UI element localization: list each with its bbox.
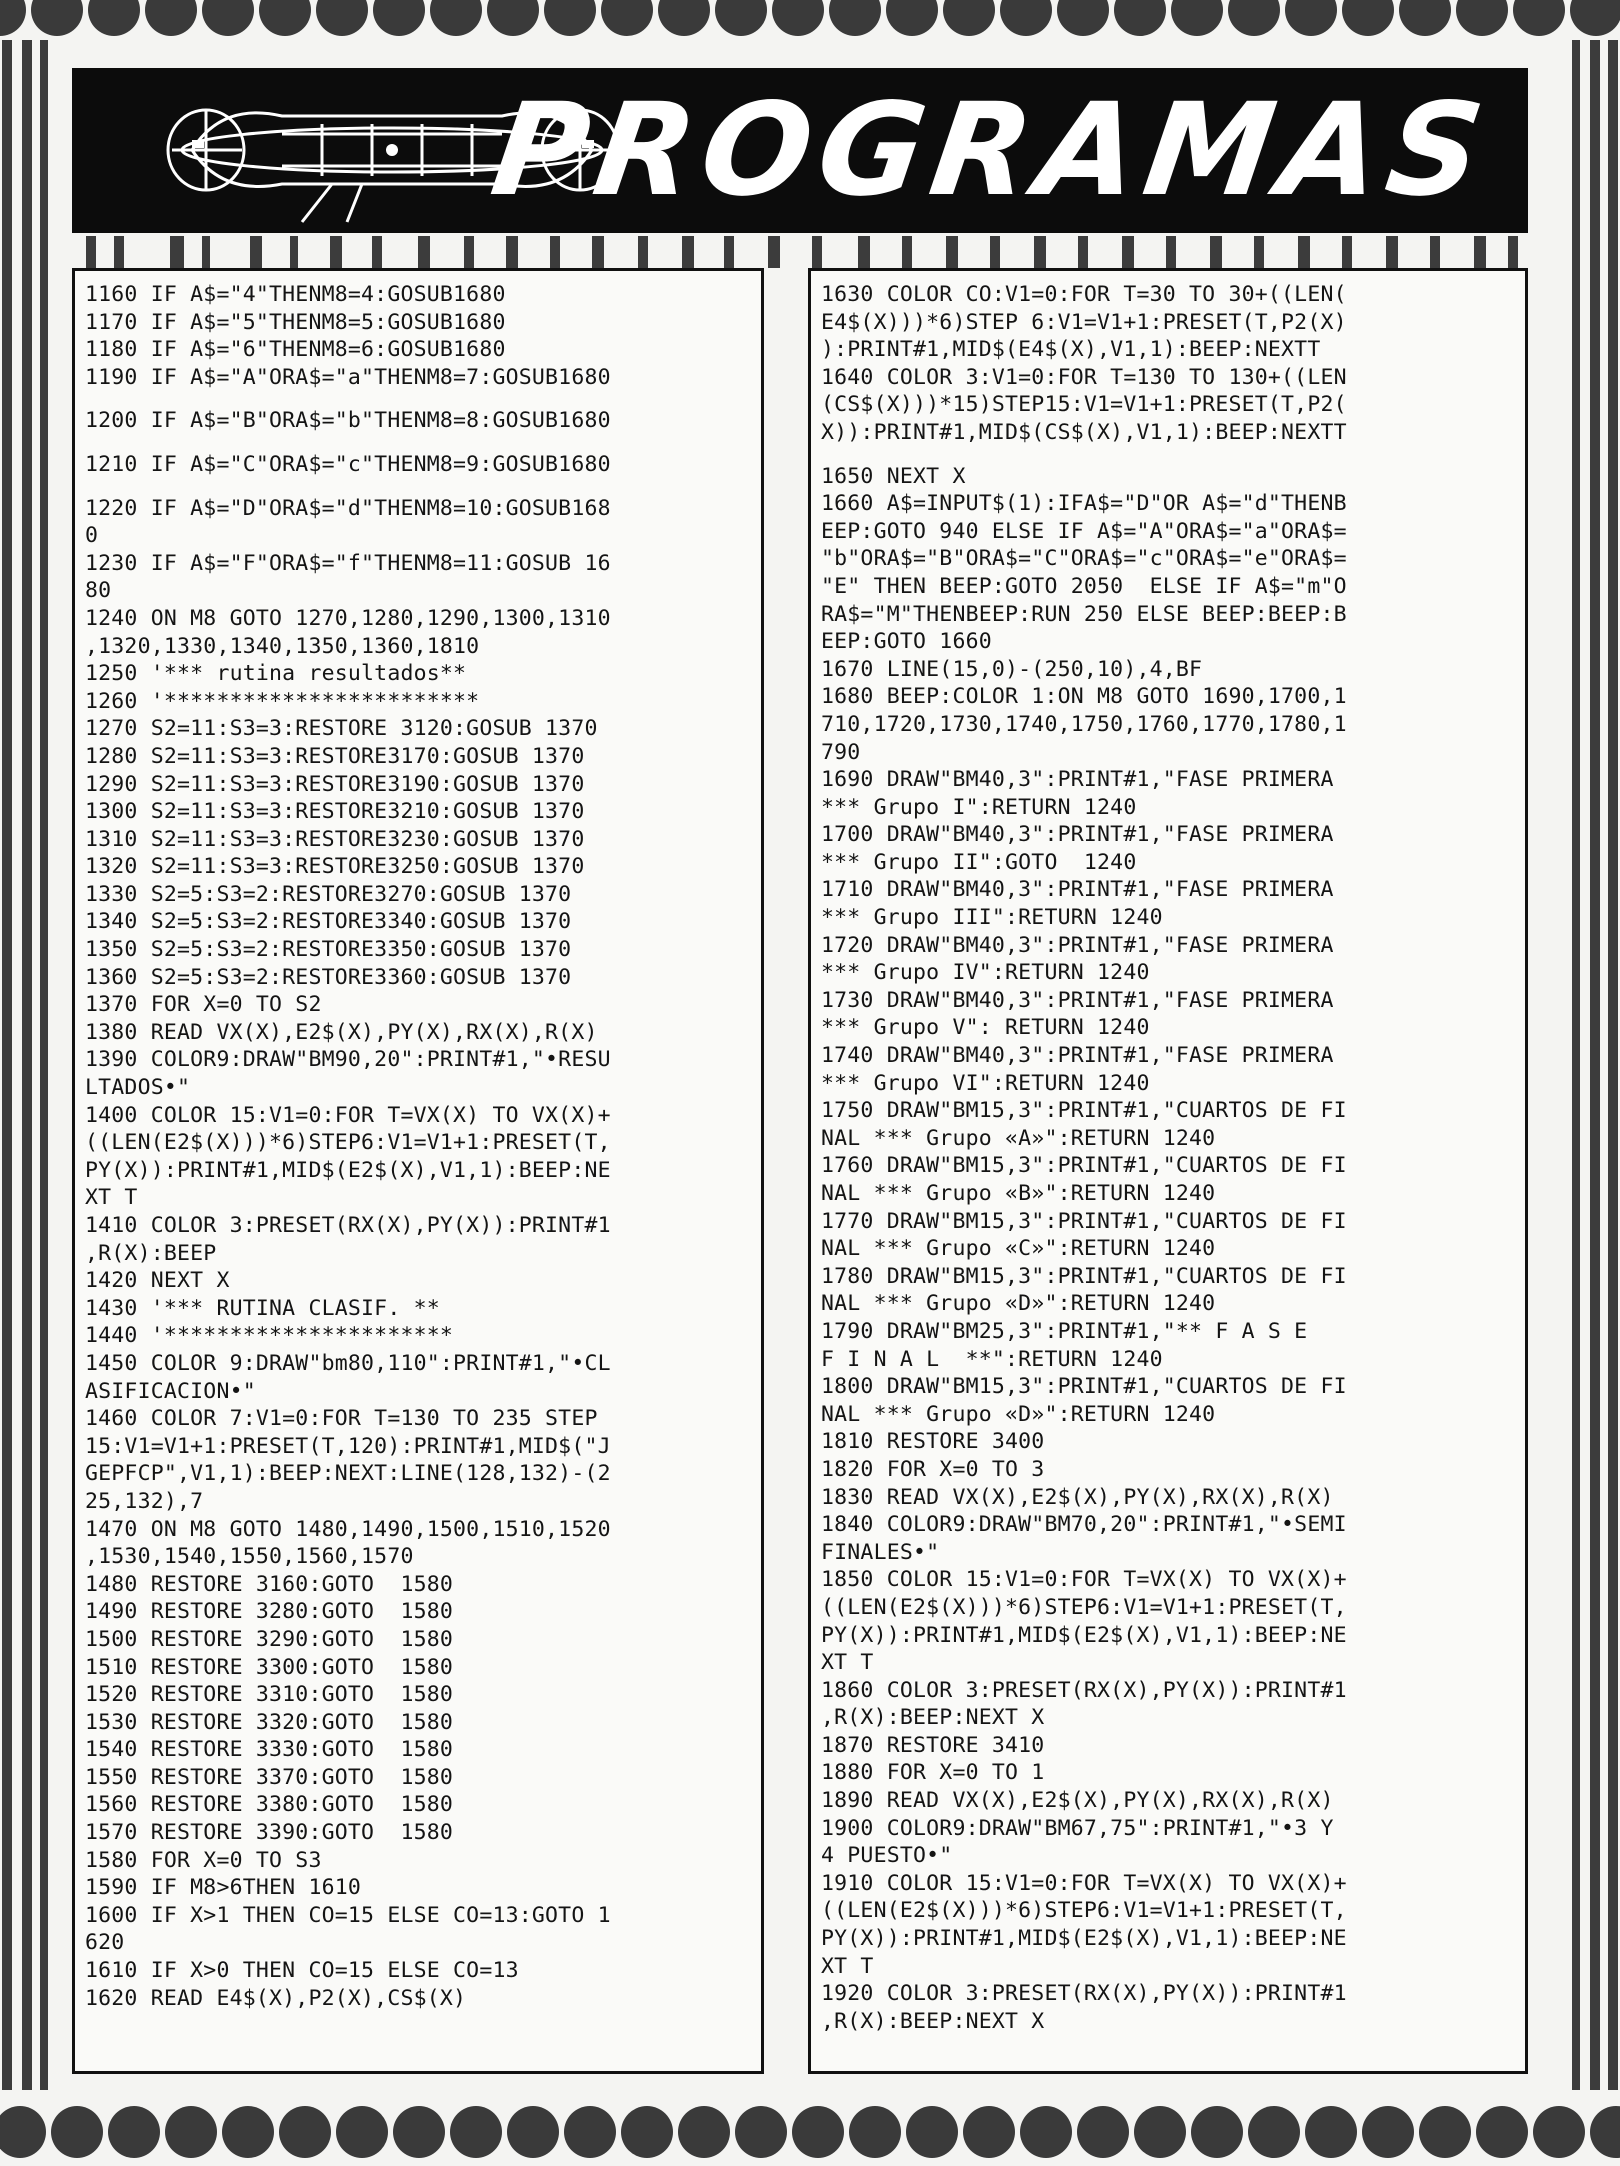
code-line: X)):PRINT#1,MID$(CS$(X),V1,1):BEEP:NEXTT	[821, 419, 1347, 445]
code-line: 1850 COLOR 15:V1=0:FOR T=VX(X) TO VX(X)+	[821, 1567, 1347, 1593]
code-line: ,1530,1540,1550,1560,1570	[85, 1544, 414, 1570]
code-line: 1200 IF A$="B"ORA$="b"THENM8=8:GOSUB1680	[85, 408, 611, 434]
code-line: 1290 S2=11:S3=3:RESTORE3190:GOSUB 1370	[85, 771, 585, 797]
code-line: 1250 '*** rutina resultados**	[85, 661, 467, 687]
code-line: 1520 RESTORE 3310:GOTO 1580	[85, 1682, 454, 1708]
code-line: 1540 RESTORE 3330:GOTO 1580	[85, 1737, 454, 1763]
code-line: 1570 RESTORE 3390:GOTO 1580	[85, 1820, 454, 1846]
code-line: 1710 DRAW"BM40,3":PRINT#1,"FASE PRIMERA	[821, 877, 1334, 903]
code-line: NAL *** Grupo «D»":RETURN 1240	[821, 1401, 1216, 1427]
code-line: 1630 COLOR CO:V1=0:FOR T=30 TO 30+((LEN(	[821, 282, 1347, 307]
code-line: *** Grupo VI":RETURN 1240	[821, 1070, 1150, 1096]
code-line: ((LEN(E2$(X)))*6)STEP6:V1=V1+1:PRESET(T,	[821, 1594, 1347, 1620]
blank-gap	[85, 479, 751, 495]
code-line: XT T	[821, 1650, 874, 1676]
code-line: PY(X)):PRINT#1,MID$(E2$(X),V1,1):BEEP:NE	[85, 1157, 611, 1183]
code-line: *** Grupo IV":RETURN 1240	[821, 960, 1150, 986]
code-line: 1690 DRAW"BM40,3":PRINT#1,"FASE PRIMERA	[821, 767, 1334, 793]
code-line: FINALES•"	[821, 1539, 940, 1565]
code-line: 1860 COLOR 3:PRESET(RX(X),PY(X)):PRINT#1	[821, 1677, 1347, 1703]
band-stripes-graphic	[72, 236, 1528, 268]
code-line: 1770 DRAW"BM15,3":PRINT#1,"CUARTOS DE FI	[821, 1208, 1347, 1234]
code-line: "E" THEN BEEP:GOTO 2050 ELSE IF A$="m"O	[821, 573, 1347, 599]
code-line: 1890 READ VX(X),E2$(X),PY(X),RX(X),R(X)	[821, 1788, 1334, 1814]
code-line: 710,1720,1730,1740,1750,1760,1770,1780,1	[821, 711, 1347, 737]
code-line: 0	[85, 523, 99, 549]
code-line: 1870 RESTORE 3410	[821, 1732, 1045, 1758]
code-line: 25,132),7	[85, 1488, 204, 1514]
code-line: 1750 DRAW"BM15,3":PRINT#1,"CUARTOS DE FI	[821, 1098, 1347, 1124]
top-dot-border	[0, 0, 1620, 42]
code-line: 1820 FOR X=0 TO 3	[821, 1456, 1045, 1482]
code-line: 1600 IF X>1 THEN CO=15 ELSE CO=13:GOTO 1	[85, 1902, 611, 1928]
code-line: 1220 IF A$="D"ORA$="d"THENM8=10:GOSUB168	[85, 495, 611, 521]
code-line: 1430 '*** RUTINA CLASIF. **	[85, 1295, 440, 1321]
code-line: 1240 ON M8 GOTO 1270,1280,1290,1300,1310	[85, 605, 611, 631]
code-line: 1160 IF A$="4"THENM8=4:GOSUB1680	[85, 282, 506, 307]
code-line: *** Grupo I":RETURN 1240	[821, 794, 1137, 820]
code-line: ,R(X):BEEP:NEXT X	[821, 1705, 1045, 1731]
code-line: 1790 DRAW"BM25,3":PRINT#1,"** F A S E	[821, 1318, 1308, 1344]
code-line: 1830 READ VX(X),E2$(X),PY(X),RX(X),R(X)	[821, 1484, 1334, 1510]
code-line: RA$="M"THENBEEP:RUN 250 ELSE BEEP:BEEP:B	[821, 601, 1347, 627]
code-line: 1300 S2=11:S3=3:RESTORE3210:GOSUB 1370	[85, 799, 585, 825]
code-line: 1350 S2=5:S3=2:RESTORE3350:GOSUB 1370	[85, 937, 572, 963]
code-line: NAL *** Grupo «A»":RETURN 1240	[821, 1125, 1216, 1151]
header-stripe-band	[72, 236, 1528, 268]
code-line: ):PRINT#1,MID$(E4$(X),V1,1):BEEP:NEXTT	[821, 337, 1321, 363]
code-line: 1590 IF M8>6THEN 1610	[85, 1875, 362, 1901]
code-line: 790	[821, 739, 861, 765]
right-stripe-border	[1570, 40, 1620, 2090]
bottom-dot-border	[0, 2102, 1620, 2166]
code-line: 1230 IF A$="F"ORA$="f"THENM8=11:GOSUB 16	[85, 550, 611, 576]
code-line: EEP:GOTO 940 ELSE IF A$="A"ORA$="a"ORA$=	[821, 518, 1347, 544]
code-line: 4 PUESTO•"	[821, 1843, 953, 1869]
code-line: 1280 S2=11:S3=3:RESTORE3170:GOSUB 1370	[85, 743, 585, 769]
code-line: 1260 '************************	[85, 688, 480, 714]
code-line: "b"ORA$="B"ORA$="C"ORA$="c"ORA$="e"ORA$=	[821, 546, 1347, 572]
code-line: 1390 COLOR9:DRAW"BM90,20":PRINT#1,"•RESU	[85, 1047, 611, 1073]
code-line: 1500 RESTORE 3290:GOTO 1580	[85, 1626, 454, 1652]
code-line: 1910 COLOR 15:V1=0:FOR T=VX(X) TO VX(X)+	[821, 1870, 1347, 1896]
code-line: E4$(X)))*6)STEP 6:V1=V1+1:PRESET(T,P2(X)	[821, 309, 1347, 335]
code-line: 1920 COLOR 3:PRESET(RX(X),PY(X)):PRINT#1	[821, 1981, 1347, 2007]
code-line: 1510 RESTORE 3300:GOTO 1580	[85, 1654, 454, 1680]
code-line: 1650 NEXT X	[821, 463, 966, 489]
code-line: 1270 S2=11:S3=3:RESTORE 3120:GOSUB 1370	[85, 716, 598, 742]
code-line: 1170 IF A$="5"THENM8=5:GOSUB1680	[85, 309, 506, 335]
top-dots-graphic	[0, 0, 1620, 42]
code-line: ,R(X):BEEP	[85, 1240, 217, 1266]
code-line: 15:V1=V1+1:PRESET(T,120):PRINT#1,MID$("J	[85, 1433, 611, 1459]
code-line: 1480 RESTORE 3160:GOTO 1580	[85, 1571, 454, 1597]
code-line: 1190 IF A$="A"ORA$="a"THENM8=7:GOSUB1680	[85, 364, 611, 390]
code-line: 1680 BEEP:COLOR 1:ON M8 GOTO 1690,1700,1	[821, 684, 1347, 710]
code-line: 1210 IF A$="C"ORA$="c"THENM8=9:GOSUB1680	[85, 451, 611, 477]
code-line: 1330 S2=5:S3=2:RESTORE3270:GOSUB 1370	[85, 881, 572, 907]
code-line: 1410 COLOR 3:PRESET(RX(X),PY(X)):PRINT#1	[85, 1213, 611, 1238]
code-line: NAL *** Grupo «C»":RETURN 1240	[821, 1236, 1216, 1262]
code-line: NAL *** Grupo «D»":RETURN 1240	[821, 1291, 1216, 1317]
code-line: 1810 RESTORE 3400	[821, 1429, 1045, 1455]
code-line: 1840 COLOR9:DRAW"BM70,20":PRINT#1,"•SEMI	[821, 1512, 1347, 1538]
code-line: 1360 S2=5:S3=2:RESTORE3360:GOSUB 1370	[85, 964, 572, 990]
code-line: 1760 DRAW"BM15,3":PRINT#1,"CUARTOS DE FI	[821, 1153, 1347, 1179]
code-line: 1700 DRAW"BM40,3":PRINT#1,"FASE PRIMERA	[821, 822, 1334, 848]
code-line: 1670 LINE(15,0)-(250,10),4,BF	[821, 656, 1203, 682]
code-line: ,1320,1330,1340,1350,1360,1810	[85, 633, 480, 659]
code-line: 1380 READ VX(X),E2$(X),PY(X),RX(X),R(X)	[85, 1019, 598, 1045]
code-line: ((LEN(E2$(X)))*6)STEP6:V1=V1+1:PRESET(T,	[85, 1130, 611, 1156]
code-line: 1560 RESTORE 3380:GOTO 1580	[85, 1792, 454, 1818]
code-line: 1400 COLOR 15:V1=0:FOR T=VX(X) TO VX(X)+	[85, 1102, 611, 1128]
code-line: 1490 RESTORE 3280:GOTO 1580	[85, 1599, 454, 1625]
code-line: 1730 DRAW"BM40,3":PRINT#1,"FASE PRIMERA	[821, 987, 1334, 1013]
code-line: XT T	[85, 1185, 138, 1211]
code-line: 1580 FOR X=0 TO S3	[85, 1847, 322, 1873]
code-line: 1610 IF X>0 THEN CO=15 ELSE CO=13	[85, 1958, 519, 1984]
left-stripes-graphic	[0, 40, 50, 2090]
code-line: GEPFCP",V1,1):BEEP:NEXT:LINE(128,132)-(2	[85, 1461, 611, 1487]
code-line: 1420 NEXT X	[85, 1268, 230, 1294]
code-line: 1880 FOR X=0 TO 1	[821, 1760, 1045, 1786]
code-line: 1370 FOR X=0 TO S2	[85, 992, 322, 1018]
code-line: 1530 RESTORE 3320:GOTO 1580	[85, 1709, 454, 1735]
code-line: 1340 S2=5:S3=2:RESTORE3340:GOSUB 1370	[85, 909, 572, 935]
right-code-column	[808, 268, 1528, 2074]
code-line: ((LEN(E2$(X)))*6)STEP6:V1=V1+1:PRESET(T,	[821, 1898, 1347, 1924]
code-line: 1450 COLOR 9:DRAW"bm80,110":PRINT#1,"•CL	[85, 1350, 611, 1376]
code-line: 1780 DRAW"BM15,3":PRINT#1,"CUARTOS DE FI	[821, 1263, 1347, 1289]
code-line: 1320 S2=11:S3=3:RESTORE3250:GOSUB 1370	[85, 854, 585, 880]
code-line: 1550 RESTORE 3370:GOTO 1580	[85, 1764, 454, 1790]
code-line: 1900 COLOR9:DRAW"BM67,75":PRINT#1,"•3 Y	[821, 1815, 1334, 1841]
code-line: PY(X)):PRINT#1,MID$(E2$(X),V1,1):BEEP:NE	[821, 1622, 1347, 1648]
left-code-column	[72, 268, 764, 2074]
code-line: 1620 READ E4$(X),P2(X),CS$(X)	[85, 1985, 467, 2011]
code-line: 1720 DRAW"BM40,3":PRINT#1,"FASE PRIMERA	[821, 932, 1334, 958]
code-line: 1800 DRAW"BM15,3":PRINT#1,"CUARTOS DE FI	[821, 1374, 1347, 1400]
code-line: 1310 S2=11:S3=3:RESTORE3230:GOSUB 1370	[85, 826, 585, 852]
code-line: 1640 COLOR 3:V1=0:FOR T=130 TO 130+((LEN	[821, 364, 1347, 390]
code-line: *** Grupo II":GOTO 1240	[821, 849, 1137, 875]
right-stripes-graphic	[1570, 40, 1620, 2090]
code-line: *** Grupo V": RETURN 1240	[821, 1015, 1150, 1041]
code-line: F I N A L **":RETURN 1240	[821, 1346, 1163, 1372]
code-line: (CS$(X)))*15)STEP15:V1=V1+1:PRESET(T,P2(	[821, 392, 1347, 418]
blank-gap	[85, 435, 751, 451]
code-line: XT T	[821, 1953, 874, 1979]
code-line: NAL *** Grupo «B»":RETURN 1240	[821, 1181, 1216, 1206]
banner-title: PROGRAMAS	[483, 76, 1499, 225]
code-line: LTADOS•"	[85, 1075, 191, 1101]
code-line: 1470 ON M8 GOTO 1480,1490,1500,1510,1520	[85, 1516, 611, 1542]
code-line: EEP:GOTO 1660	[821, 629, 992, 655]
code-line: 1740 DRAW"BM40,3":PRINT#1,"FASE PRIMERA	[821, 1043, 1334, 1069]
code-line: ,R(X):BEEP:NEXT X	[821, 2008, 1045, 2034]
left-stripe-border	[0, 40, 50, 2090]
blank-gap	[85, 391, 751, 407]
code-line: 80	[85, 578, 112, 604]
code-line: ASIFICACION•"	[85, 1378, 256, 1404]
code-line: 620	[85, 1930, 125, 1956]
code-line: 1440 '**********************	[85, 1323, 454, 1349]
code-line: 1660 A$=INPUT$(1):IFA$="D"OR A$="d"THENB	[821, 491, 1347, 517]
code-line: PY(X)):PRINT#1,MID$(E2$(X),V1,1):BEEP:NE	[821, 1926, 1347, 1952]
blank-gap	[821, 447, 1515, 463]
code-line: 1180 IF A$="6"THENM8=6:GOSUB1680	[85, 337, 506, 363]
code-line: *** Grupo III":RETURN 1240	[821, 905, 1163, 931]
header-banner	[72, 68, 1528, 233]
code-line: 1460 COLOR 7:V1=0:FOR T=130 TO 235 STEP	[85, 1406, 598, 1432]
bottom-dots-graphic	[0, 2102, 1620, 2166]
